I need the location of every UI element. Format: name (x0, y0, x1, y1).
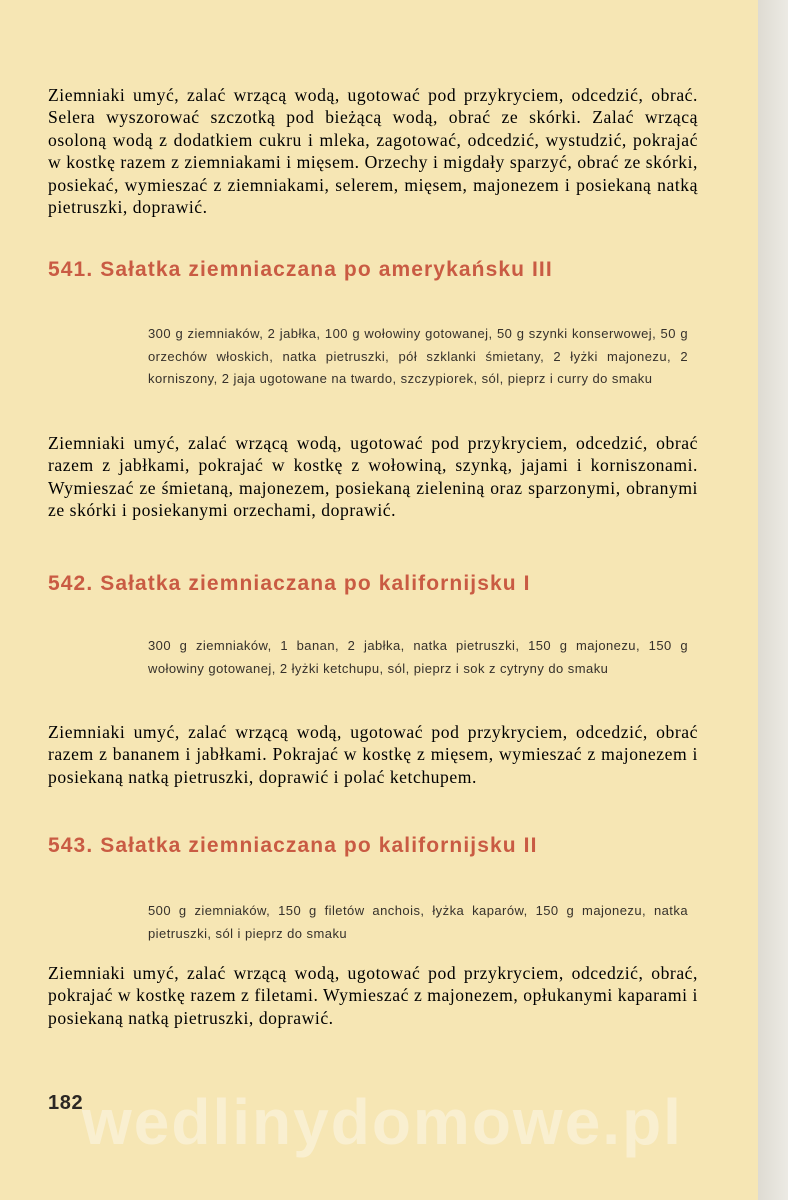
recipe-ingredients-542: 300 g ziemniaków, 1 banan, 2 jabłka, natka pietruszki, 150 g majonezu, 150 g wołowiny gotowanej, 2 łyżki ketchupu, sól, pieprz i sok z cytryny do smaku (148, 638, 688, 676)
recipe-title-543: 543. Sałatka ziemniaczana po kalifornijsku II (48, 834, 538, 857)
recipe-ingredients-543: 500 g ziemniaków, 150 g filetów anchois, łyżka kaparów, 150 g majonezu, natka pietruszki, sól i pieprz do smaku (148, 903, 688, 941)
watermark: wedlinydomowe.pl (82, 1086, 683, 1158)
recipe-ingredients-541: 300 g ziemniaków, 2 jabłka, 100 g wołowiny gotowanej, 50 g szynki konserwowej, 50 g orzechów włoskich, natka pietruszki, pół szklanki śmietany, 2 łyżki majonezu, 2 korniszony, 2 jaja ugotowane na twardo, szczypiorek, sól, pieprz i curry do smaku (148, 326, 688, 386)
intro-paragraph: Ziemniaki umyć, zalać wrzącą wodą, ugotować pod przykryciem, odcedzić, obrać. Selera wyszorować szczotką pod bieżącą wodą, obrać ze skórki. Zalać wrzącą osoloną wodą z dodatkiem cukru i mleka, zagotować, odcedzić, wystudzić, pokrajać w kostkę razem z ziemniakami i mięsem. Orzechy i migdały sparzyć, obrać ze skórki, posiekać, wymieszać z ziemniakami, selerem, mięsem, majonezem i posiekaną natką pietruszki, doprawić. (48, 85, 698, 218)
page-number: 182 (48, 1092, 84, 1114)
recipe-title-542: 542. Sałatka ziemniaczana po kalifornijsku I (48, 572, 531, 595)
recipe-method-541: Ziemniaki umyć, zalać wrzącą wodą, ugotować pod przykryciem, odcedzić, obrać razem z jabłkami, pokrajać w kostkę z wołowiną, szynką, jajami i korniszonami. Wymieszać ze śmietaną, majonezem, posiekaną zieleniną oraz sparzonymi, obranymi ze skórki i posiekanymi orzechami, doprawić. (48, 433, 698, 521)
recipe-method-542: Ziemniaki umyć, zalać wrzącą wodą, ugotować pod przykryciem, odcedzić, obrać razem z bananem i jabłkami. Pokrajać w kostkę z mięsem, wymieszać z majonezem i posiekaną natką pietruszki, doprawić i polać ketchupem. (48, 722, 698, 787)
page-edge-background (758, 0, 788, 1200)
recipe-title-541: 541. Sałatka ziemniaczana po amerykańsku III (48, 258, 553, 281)
recipe-method-543: Ziemniaki umyć, zalać wrzącą wodą, ugotować pod przykryciem, odcedzić, obrać, pokrajać w kostkę razem z filetami. Wymieszać z majonezem, opłukanymi kaparami i posiekaną natką pietruszki, doprawić. (48, 963, 698, 1028)
